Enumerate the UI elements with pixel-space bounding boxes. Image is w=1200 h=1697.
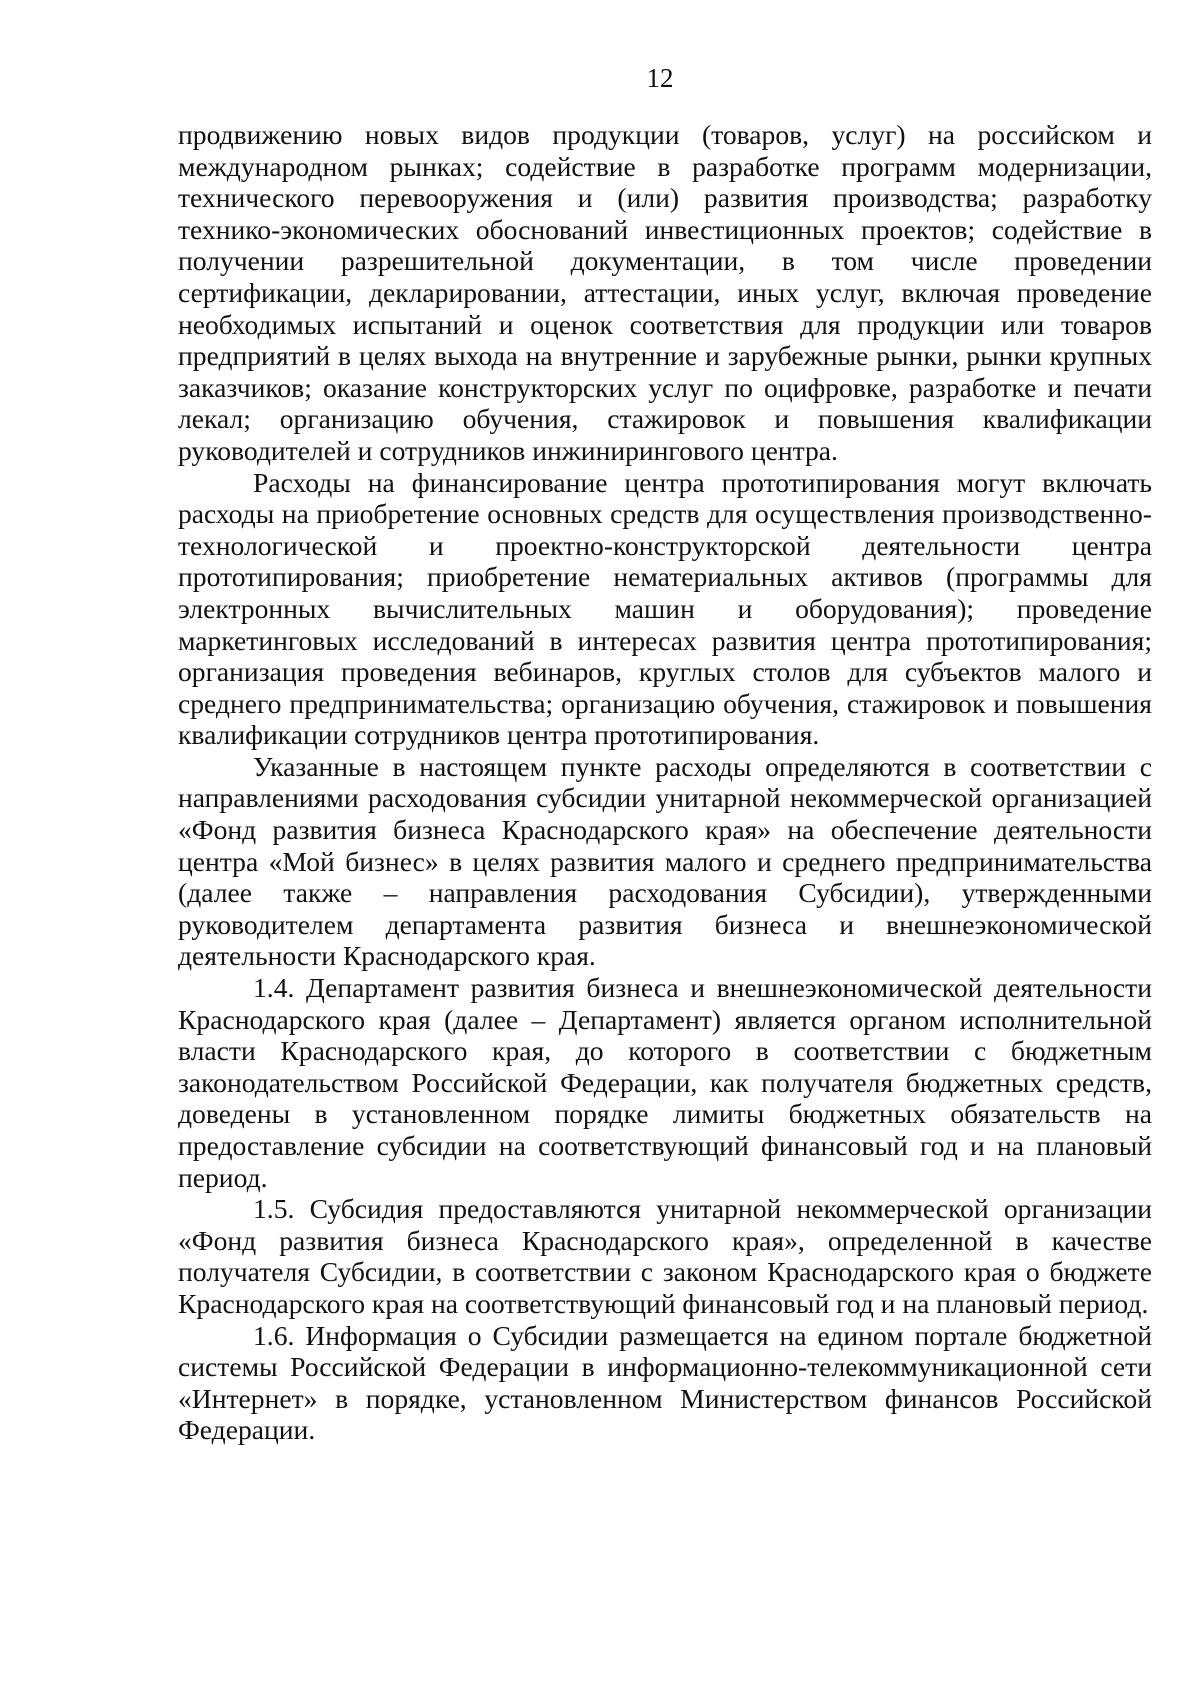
paragraph-section-1-4: 1.4. Департамент развития бизнеса и внешнеэкономической деятельности Краснодарского края (далее – Департамент) является органом исполнительной власти Краснодарского края, до которого в соответствии с бюджетным законодательством Российской Федерации, как получателя бюджетных средств, доведены в установленном порядке лимиты бюджетных обязательств на предоставление субсидии на соответствующий финансовый год и на плановый период. bbox=[178, 972, 1152, 1193]
paragraph-expense-directions: Указанные в настоящем пункте расходы определяются в соответствии с направлениями расходования субсидии унитарной некоммерческой организацией «Фонд развития бизнеса Краснодарского края» на обеспечение деятельности центра «Мой бизнес» в целях развития малого и среднего предпринимательства (далее также – направления расходования Субсидии), утвержденными руководителем департамента развития бизнеса и внешнеэкономической деятельности Краснодарского края. bbox=[178, 750, 1152, 972]
paragraph-prototyping-expenses: Расходы на финансирование центра прототипирования могут включать расходы на приобретение основных средств для осуществления производственно-технологической и проектно-конструкторской деятельности центра прототипирования; приобретение нематериальных активов (программы для электронных вычислительных машин и оборудования); проведение маркетинговых исследований в интересах развития центра прототипирования; организация проведения вебинаров, круглых столов для субъектов малого и среднего предпринимательства; организацию обучения, стажировок и повышения квалификации сотрудников центра прототипирования. bbox=[178, 466, 1152, 751]
page-number: 12 bbox=[646, 63, 674, 93]
paragraph-section-1-5: 1.5. Субсидия предоставляются унитарной некоммерческой организации «Фонд развития бизнеса Краснодарского края», определенной в качестве получателя Субсидии, в соответствии с законом Краснодарского края о бюджете Краснодарского края на соответствующий финансовый год и на плановый период. bbox=[178, 1193, 1152, 1319]
document-body bbox=[178, 119, 1152, 1446]
paragraph-continuation: продвижению новых видов продукции (товаров, услуг) на российском и международном рынках; содействие в разработке программ модернизации, технического перевооружения и (или) развития производства; разработку технико-экономических обоснований инвестиционных проектов; содействие в получении разрешительной документации, в том числе проведении сертификации, декларировании, аттестации, иных услуг, включая проведение необходимых испытаний и оценок соответствия для продукции или товаров предприятий в целях выхода на внутренние и зарубежные рынки, рынки крупных заказчиков; оказание конструкторских услуг по оцифровке, разработке и печати лекал; организацию обучения, стажировок и повышения квалификации руководителей и сотрудников инжинирингового центра. bbox=[178, 119, 1152, 466]
paragraph-section-1-6: 1.6. Информация о Субсидии размещается на едином портале бюджетной системы Российской Федерации в информационно-телекоммуникационной сети «Интернет» в порядке, установленном Министерством финансов Российской Федерации. bbox=[178, 1319, 1152, 1446]
